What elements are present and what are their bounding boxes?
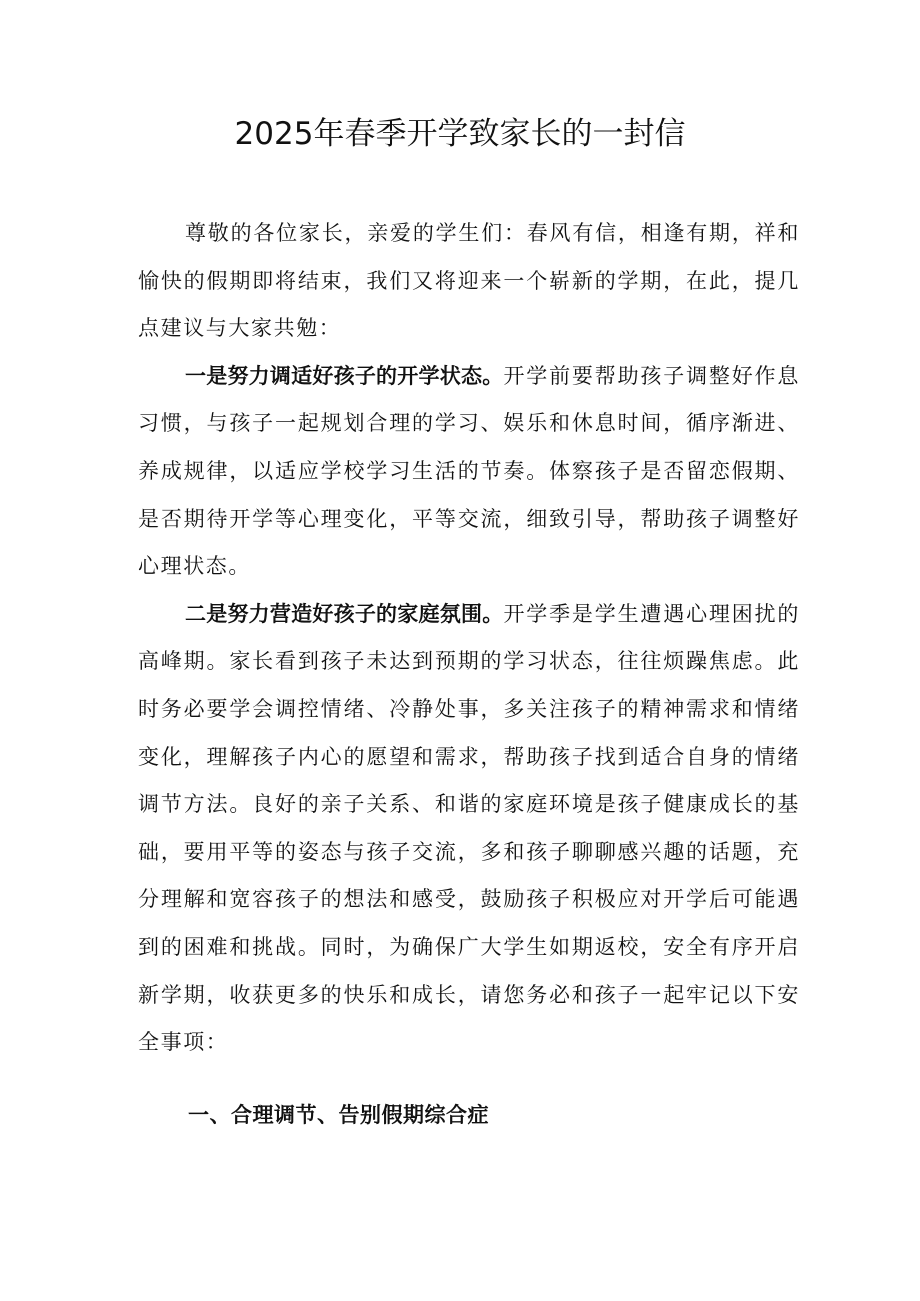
greeting-paragraph: 尊敬的各位家长，亲爱的学生们：春风有信，相逢有期，祥和愉快的假期即将结束，我们又将迎来一个崭新的学期，在此，提几点建议与大家共勉： bbox=[138, 221, 800, 341]
point-lead-1: 一是努力调适好孩子的开学状态。 bbox=[185, 363, 504, 388]
point-lead-2: 二是努力营造好孩子的家庭氛围。 bbox=[185, 601, 504, 626]
point-paragraph-1 bbox=[138, 353, 800, 591]
document-title: 2025年春季开学致家长的一封信 bbox=[234, 116, 686, 152]
section-heading: 一、合理调节、告别假期综合症 bbox=[188, 1103, 489, 1127]
point-text-2: 开学季是学生遭遇心理困扰的高峰期。家长看到孩子未达到预期的学习状态，往往烦躁焦虑。此时务必要学会调控情绪、冷静处事，多关注孩子的精神需求和情绪变化，理解孩子内心的愿望和需求，帮助孩子找到适合自身的情绪调节方法。良好的亲子关系、和谐的家庭环境是孩子健康成长的基础，要用平等的姿态与孩子交流，多和孩子聊聊感兴趣的话题，充分理解和宽容孩子的想法和感受，鼓励孩子积极应对开学后可能遇到的困难和挑战。同时，为确保广大学生如期返校，安全有序开启新学期，收获更多的快乐和成长，请您务必和孩子一起牢记以下安全事项： bbox=[138, 601, 800, 1055]
letter-body bbox=[138, 210, 800, 1067]
point-paragraph-2 bbox=[138, 591, 800, 1067]
point-text-1: 开学前要帮助孩子调整好作息习惯，与孩子一起规划合理的学习、娱乐和休息时间，循序渐进、养成规律，以适应学校学习生活的节奏。体察孩子是否留恋假期、是否期待开学等心理变化，平等交流，细致引导，帮助孩子调整好心理状态。 bbox=[138, 363, 800, 579]
